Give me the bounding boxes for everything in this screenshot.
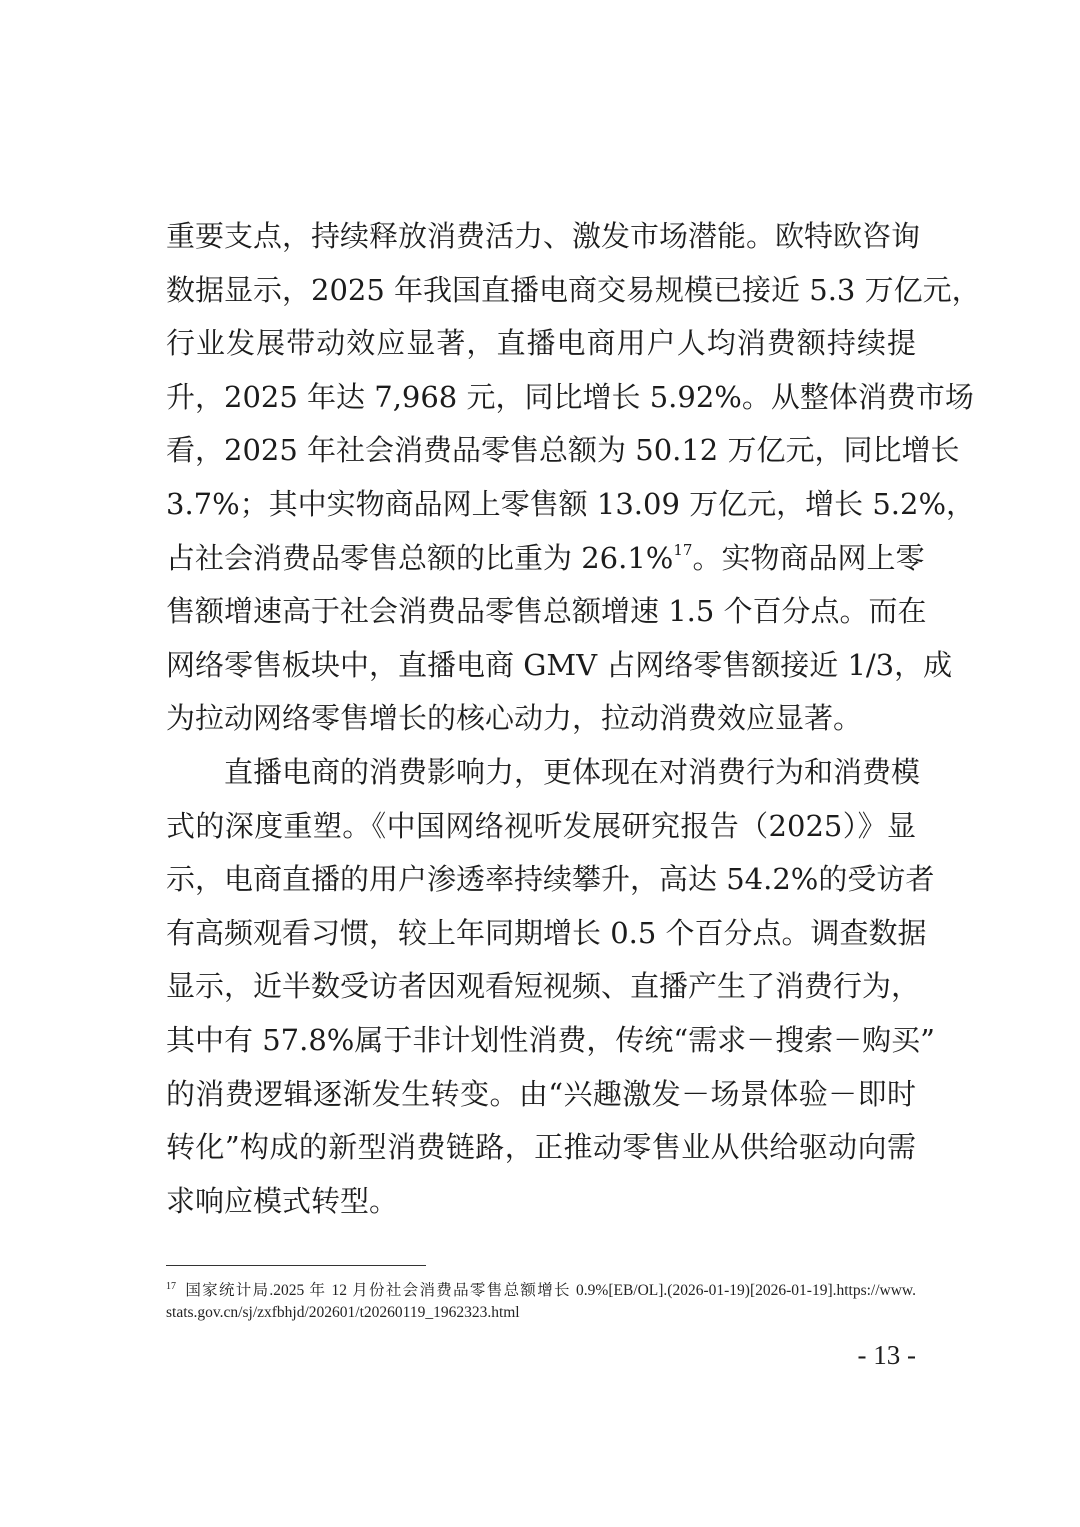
footnote-reference[interactable]: 17 (673, 540, 693, 559)
text-line: 为拉动网络零售增长的核心动力，拉动消费效应显著。 (166, 701, 863, 736)
text-line: 重要支点，持续释放消费活力、激发市场潜能。欧特欧咨询 (166, 219, 921, 253)
text-line: 显示，近半数受访者因观看短视频、直播产生了消费行为， (166, 969, 921, 1004)
footnote (166, 1280, 916, 1324)
text-line: 直播电商的消费影响力，更体现在对消费行为和消费模 (224, 754, 921, 789)
text-line (166, 532, 925, 586)
text-line: 数据显示，2025 年我国直播电商交易规模已接近 5.3 万亿元， (166, 272, 981, 307)
footnote-url[interactable]: stats.gov.cn/sj/zxfbhjd/202601/t20260119_1962323.html (166, 1304, 520, 1321)
text-line: 网络零售板块中，直播电商 GMV 占网络零售额接近 1/3，成 (166, 647, 953, 682)
text-line: 式的深度重塑。《中国网络视听发展研究报告（2025）》显 (166, 808, 916, 843)
footnote-divider (166, 1265, 426, 1266)
text-line: 其中有 57.8%属于非计划性消费，传统“需求－搜索－购买” (166, 1022, 935, 1057)
footnote-line (166, 1280, 916, 1302)
page-number: - 13 - (857, 1340, 916, 1370)
text-line: 示，电商直播的用户渗透率持续攀升，高达 54.2%的受访者 (166, 862, 935, 897)
footnote-text: 国家统计局.2025 年 12 月份社会消费品零售总额增长 0.9%[EB/OL].(2026-01-19)[2026-01-19].https://www. (184, 1282, 916, 1299)
text-line: 求响应模式转型。 (166, 1183, 399, 1218)
body-text (166, 210, 981, 1228)
text-line: 有高频观看习惯，较上年同期增长 0.5 个百分点。调查数据 (166, 915, 927, 950)
text-line: 售额增速高于社会消费品零售总额增速 1.5 个百分点。而在 (166, 594, 927, 629)
text-segment: 占社会消费品零售总额的比重为 26.1% (166, 540, 674, 575)
text-line: 转化”构成的新型消费链路，正推动零售业从供给驱动向需 (166, 1130, 916, 1165)
text-line: 3.7%；其中实物商品网上零售额 13.09 万亿元，增长 5.2%， (166, 486, 976, 521)
text-line: 升，2025 年达 7,968 元，同比增长 5.92%。从整体消费市场 (166, 379, 974, 414)
footnote-number: 17 (166, 1281, 176, 1292)
text-line: 看，2025 年社会消费品零售总额为 50.12 万亿元，同比增长 (166, 433, 960, 468)
text-segment: 。实物商品网上零 (692, 540, 925, 575)
text-line: 的消费逻辑逐渐发生转变。由“兴趣激发－场景体验－即时 (166, 1076, 916, 1111)
text-line: 行业发展带动效应显著，直播电商用户人均消费额持续提 (166, 326, 916, 361)
